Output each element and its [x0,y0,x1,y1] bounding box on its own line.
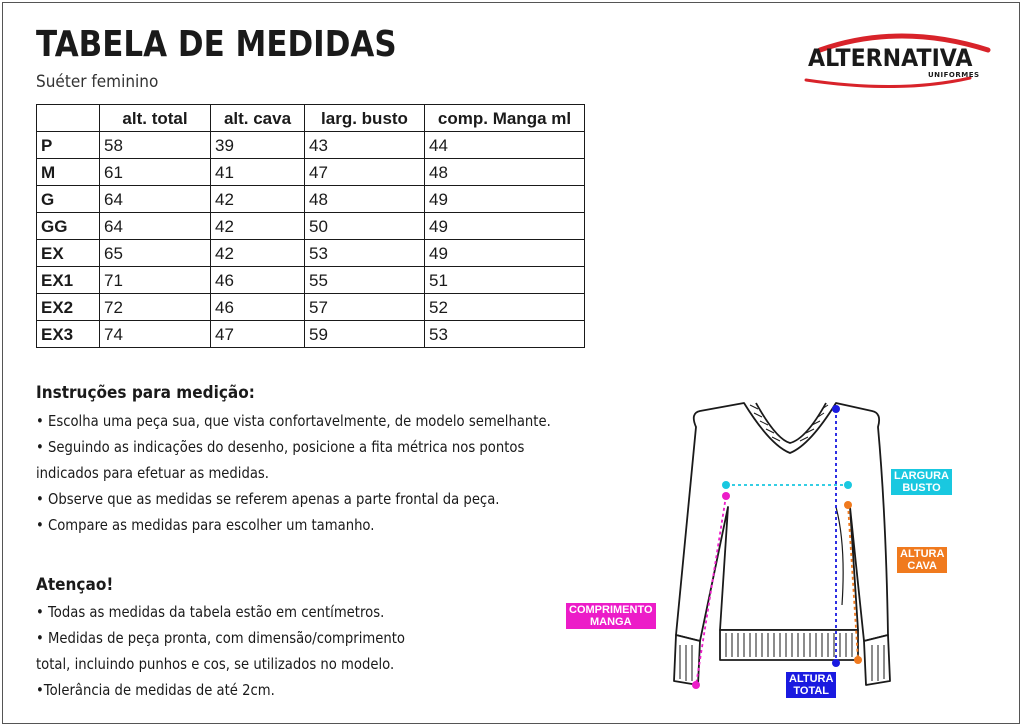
table-cell: 39 [211,132,305,159]
largura-busto-label: LARGURA BUSTO [891,469,952,495]
table-row [37,132,585,159]
size-cell: EX [37,240,100,267]
instruction-line: • Observe que as medidas se referem apenas a parte frontal da peça. [36,490,500,508]
instruction-line: indicados para efetuar as medidas. [36,464,270,482]
attention-list [36,599,405,703]
size-cell: G [37,186,100,213]
table-cell: 52 [425,294,585,321]
table-cell: 65 [100,240,211,267]
table-cell: 43 [305,132,425,159]
size-cell: M [37,159,100,186]
size-cell: EX1 [37,267,100,294]
table-row [37,240,585,267]
altura-total-label: ALTURA TOTAL [786,672,836,698]
table-cell: 51 [425,267,585,294]
size-cell: GG [37,213,100,240]
table-cell: 42 [211,186,305,213]
table-row [37,186,585,213]
table-row [37,159,585,186]
table-cell: 49 [425,186,585,213]
size-cell: EX3 [37,321,100,348]
table-cell: 49 [425,213,585,240]
size-cell: EX2 [37,294,100,321]
table-cell: 57 [305,294,425,321]
table-cell: 47 [305,159,425,186]
column-header: larg. busto [305,105,425,132]
table-row [37,213,585,240]
table-cell: 41 [211,159,305,186]
sweater-diagram [660,395,920,700]
table-row [37,294,585,321]
table-cell: 64 [100,213,211,240]
table-cell: 71 [100,267,211,294]
table-cell: 53 [425,321,585,348]
attention-line: • Medidas de peça pronta, com dimensão/comprimento [36,629,405,647]
altura-cava-label: ALTURA CAVA [897,547,947,573]
table-cell: 50 [305,213,425,240]
table-cell: 46 [211,294,305,321]
table-cell: 61 [100,159,211,186]
table-cell: 48 [425,159,585,186]
table-cell: 64 [100,186,211,213]
table-cell: 74 [100,321,211,348]
table-cell: 42 [211,240,305,267]
size-table [36,104,585,348]
table-cell: 55 [305,267,425,294]
size-cell: P [37,132,100,159]
table-cell: 49 [425,240,585,267]
table-cell: 72 [100,294,211,321]
page-subtitle: Suéter feminino [36,72,159,92]
brand-logo [800,28,996,88]
logo-wordmark: ALTERNATIVA [808,44,973,72]
table-cell: 42 [211,213,305,240]
table-cell: 59 [305,321,425,348]
instructions-title: Instruções para medição: [36,383,255,403]
table-row [37,321,585,348]
table-cell: 48 [305,186,425,213]
instructions-list [36,408,551,538]
table-cell: 46 [211,267,305,294]
instruction-line: • Compare as medidas para escolher um tamanho. [36,516,375,534]
table-cell: 58 [100,132,211,159]
column-header: alt. cava [211,105,305,132]
table-cell: 44 [425,132,585,159]
table-header-row [37,105,585,132]
column-header: comp. Manga ml [425,105,585,132]
attention-line: •Tolerância de medidas de até 2cm. [36,681,275,699]
column-header [37,105,100,132]
instruction-line: • Seguindo as indicações do desenho, posicione a fita métrica nos pontos [36,438,525,456]
column-header: alt. total [100,105,211,132]
table-row [37,267,585,294]
comprimento-manga-label: COMPRIMENTO MANGA [566,603,656,629]
page-title: TABELA DE MEDIDAS [36,24,397,65]
attention-line: • Todas as medidas da tabela estão em centímetros. [36,603,385,621]
attention-title: Atençao! [36,575,114,595]
instruction-line: • Escolha uma peça sua, que vista confortavelmente, de modelo semelhante. [36,412,551,430]
attention-line: total, incluindo punhos e cos, se utilizados no modelo. [36,655,395,673]
table-cell: 53 [305,240,425,267]
logo-subtext: UNIFORMES [928,71,980,79]
table-cell: 47 [211,321,305,348]
